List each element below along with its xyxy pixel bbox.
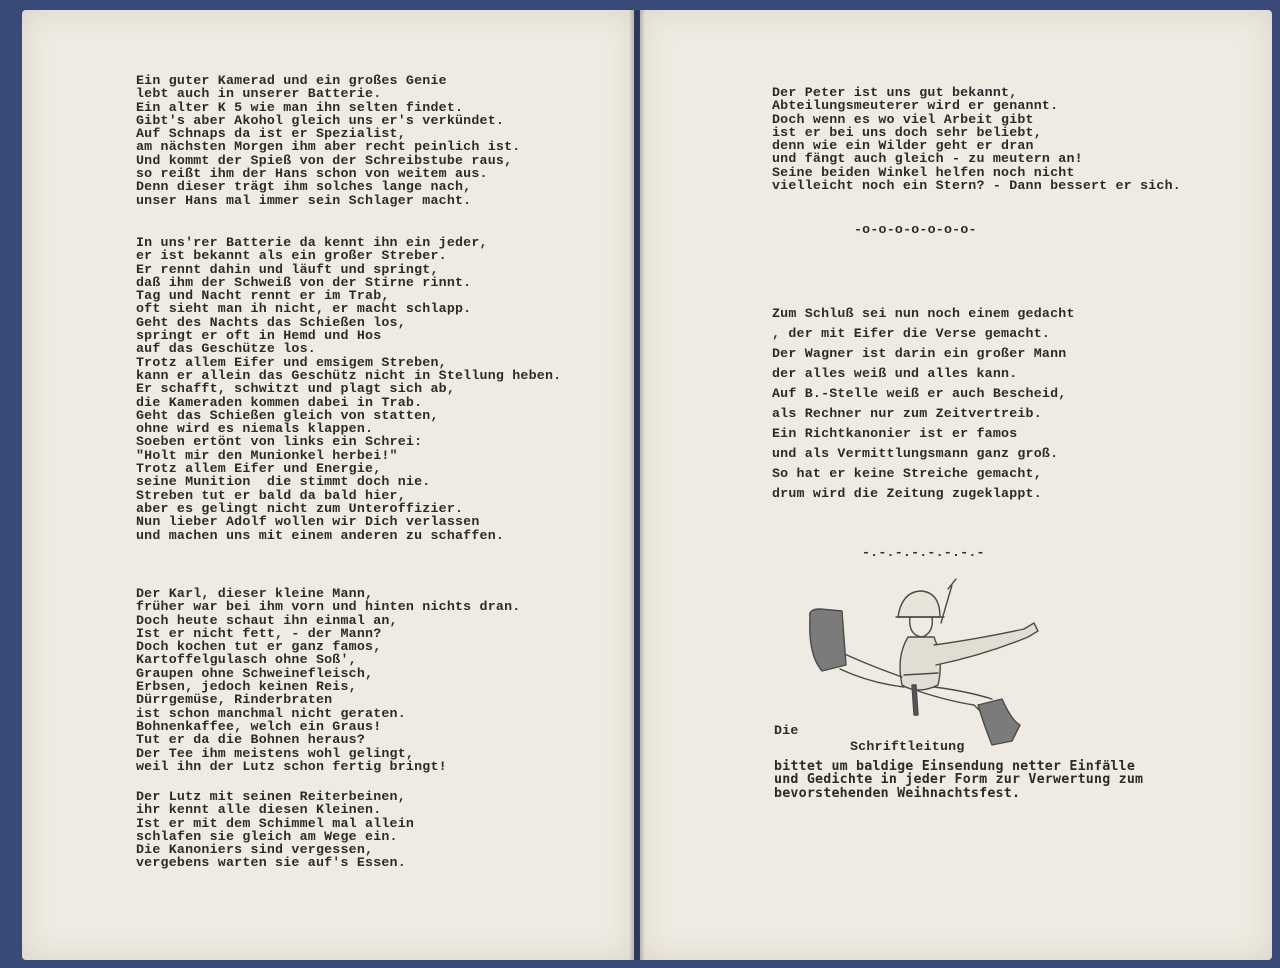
poem-line: Bohnenkaffee, welch ein Graus! (136, 718, 382, 734)
poem-line: Graupen ohne Schweinefleisch, (136, 665, 374, 681)
signature-schriftleitung: Schriftleitung (850, 739, 965, 754)
divider-dashes: -.-.-.-.-.-.-.- (862, 545, 985, 560)
poem-line: "Holt mir den Munionkel herbei!" (136, 447, 398, 463)
poem-line: oft sieht man ih nicht, er macht schlapp. (136, 301, 472, 317)
poem-line: Tut er da die Bohnen heraus? (136, 732, 366, 748)
poem-line: Der Wagner ist darin ein großer Mann (772, 346, 1067, 361)
poem-line: schlafen sie gleich am Wege ein. (136, 828, 398, 844)
poem-line: Der Lutz mit seinen Reiterbeinen, (136, 789, 406, 804)
poem-line: Geht das Schießen gleich von statten, (136, 407, 439, 423)
poem-line: Doch kochen tut er ganz famos, (136, 639, 382, 655)
signature-die: Die (774, 723, 799, 738)
poem-line: auf das Geschütze los. (136, 341, 316, 357)
poem-line: drum wird die Zeitung zugeklappt. (772, 486, 1042, 501)
poem-line: Und kommt der Spieß von der Schreibstube raus, (136, 152, 513, 168)
poem-line: so reißt ihm der Hans schon von weitem aus. (136, 166, 488, 182)
poem-line: seine Munition die stimmt doch nie. (136, 474, 431, 490)
poem-line: springt er oft in Hemd und Hos (136, 328, 382, 344)
poem-line: In uns'rer Batterie da kennt ihn ein jeder, (136, 235, 488, 250)
poem-line: Die Kanoniers sind vergessen, (136, 842, 374, 858)
poem-line: Abteilungsmeuterer wird er genannt. (772, 98, 1059, 114)
poem-line: Doch heute schaut ihn einmal an, (136, 612, 398, 628)
poem-line: Auf Schnaps da ist er Spezialist, (136, 126, 406, 142)
poem-line: Ein guter Kamerad und ein großes Genie (136, 73, 447, 88)
helmet (898, 591, 940, 617)
poem-line: und als Vermittlungsmann ganz groß. (772, 446, 1059, 461)
left-poem-stanza-4 (136, 790, 414, 870)
poem-line: unser Hans mal immer sein Schlager macht. (136, 192, 472, 208)
left-poem-stanza-2 (136, 236, 561, 542)
poem-line: Geht des Nachts das Schießen los, (136, 314, 406, 330)
poem-line: am nächsten Morgen ihm aber recht peinlich ist. (136, 139, 521, 155)
poem-line: Kartoffelgulasch ohne Soß', (136, 652, 357, 668)
poem-line: Ist er nicht fett, - der Mann? (136, 625, 382, 641)
poem-line: die Kameraden kommen dabei in Trab. (136, 394, 423, 410)
poem-line: Trotz allem Eifer und emsigem Streben, (136, 354, 447, 370)
poem-line: Der Peter ist uns gut bekannt, (772, 85, 1018, 100)
poem-line: er ist bekannt als ein großer Streber. (136, 248, 447, 264)
poem-line: ohne wird es niemals klappen. (136, 421, 374, 437)
book-gutter (630, 10, 644, 960)
closing-request: bittet um baldige Einsendung netter Einfälle und Gedichte in jeder Form zur Verwertung zum bevorstehenden Weihnachtsfest. (774, 759, 1144, 801)
poem-line: Nun lieber Adolf wollen wir Dich verlassen (136, 514, 480, 530)
poem-line: ihr kennt alle diesen Kleinen. (136, 802, 382, 818)
poem-line: Gibt's aber Akohol gleich uns er's verkündet. (136, 112, 505, 128)
poem-line: Erbsen, jedoch keinen Reis, (136, 679, 357, 695)
poem-line: Er schafft, schwitzt und plagt sich ab, (136, 381, 455, 397)
poem-line: ist er bei uns doch sehr beliebt, (772, 124, 1042, 140)
poem-line: denn wie ein Wilder geht er dran (772, 138, 1034, 154)
poem-line: Auf B.-Stelle weiß er auch Bescheid, (772, 386, 1067, 401)
poem-line: aber es gelingt nicht zum Unteroffizier. (136, 500, 464, 516)
poem-line: Ist er mit dem Schimmel mal allein (136, 815, 415, 831)
poem-line: Trotz allem Eifer und Energie, (136, 461, 382, 477)
poem-line: Tag und Nacht rennt er im Trab, (136, 288, 390, 304)
back-boot (810, 609, 846, 671)
poem-line: Der Karl, dieser kleine Mann, (136, 586, 374, 601)
arm (934, 623, 1038, 665)
poem-line: Ein Richtkanonier ist er famos (772, 426, 1018, 441)
poem-line: Ein alter K 5 wie man ihn selten findet. (136, 99, 464, 115)
poem-line: Er rennt dahin und läuft und springt, (136, 261, 439, 277)
poem-line: Zum Schluß sei nun noch einem gedacht (772, 306, 1075, 321)
poem-line: weil ihn der Lutz schon fertig bringt! (136, 758, 447, 774)
left-poem-stanza-1 (136, 74, 520, 207)
poem-line: So hat er keine Streiche gemacht, (772, 466, 1042, 481)
poem-line: früher war bei ihm vorn und hinten nichts dran. (136, 599, 521, 615)
poem-line: Der Tee ihm meistens wohl gelingt, (136, 745, 415, 761)
divider-circles: -o-o-o-o-o-o-o- (854, 222, 977, 237)
poem-line: Dürrgemüse, Rinderbraten (136, 692, 333, 708)
poem-line: Streben tut er bald da bald hier, (136, 487, 406, 503)
right-poem-stanza-2 (772, 304, 1075, 504)
poem-line: und machen uns mit einem anderen zu schaffen. (136, 527, 505, 543)
poem-line: Seine beiden Winkel helfen noch nicht (772, 164, 1075, 180)
poem-line: lebt auch in unserer Batterie. (136, 86, 382, 102)
poem-line: kann er allein das Geschütz nicht in Stellung heben. (136, 367, 562, 383)
poem-line: Denn dieser trägt ihm solches lange nach, (136, 179, 472, 195)
poem-line: ist schon manchmal nicht geraten. (136, 705, 406, 721)
right-poem-stanza-1 (772, 86, 1181, 192)
running-soldier-sketch (798, 565, 1058, 765)
poem-line: vielleicht noch ein Stern? - Dann bessert er sich. (772, 178, 1181, 194)
poem-line: als Rechner nur zum Zeitvertreib. (772, 406, 1042, 421)
poem-line: daß ihm der Schweiß von der Stirne rinnt. (136, 274, 472, 290)
poem-line: Doch wenn es wo viel Arbeit gibt (772, 111, 1034, 127)
poem-line: Soeben ertönt von links ein Schrei: (136, 434, 423, 450)
poem-line: , der mit Eifer die Verse gemacht. (772, 326, 1051, 341)
poem-line: vergebens warten sie auf's Essen. (136, 855, 406, 871)
left-poem-stanza-3 (136, 587, 520, 773)
front-boot (978, 699, 1020, 745)
poem-line: der alles weiß und alles kann. (772, 366, 1018, 381)
poem-line: und fängt auch gleich - zu meutern an! (772, 151, 1083, 167)
